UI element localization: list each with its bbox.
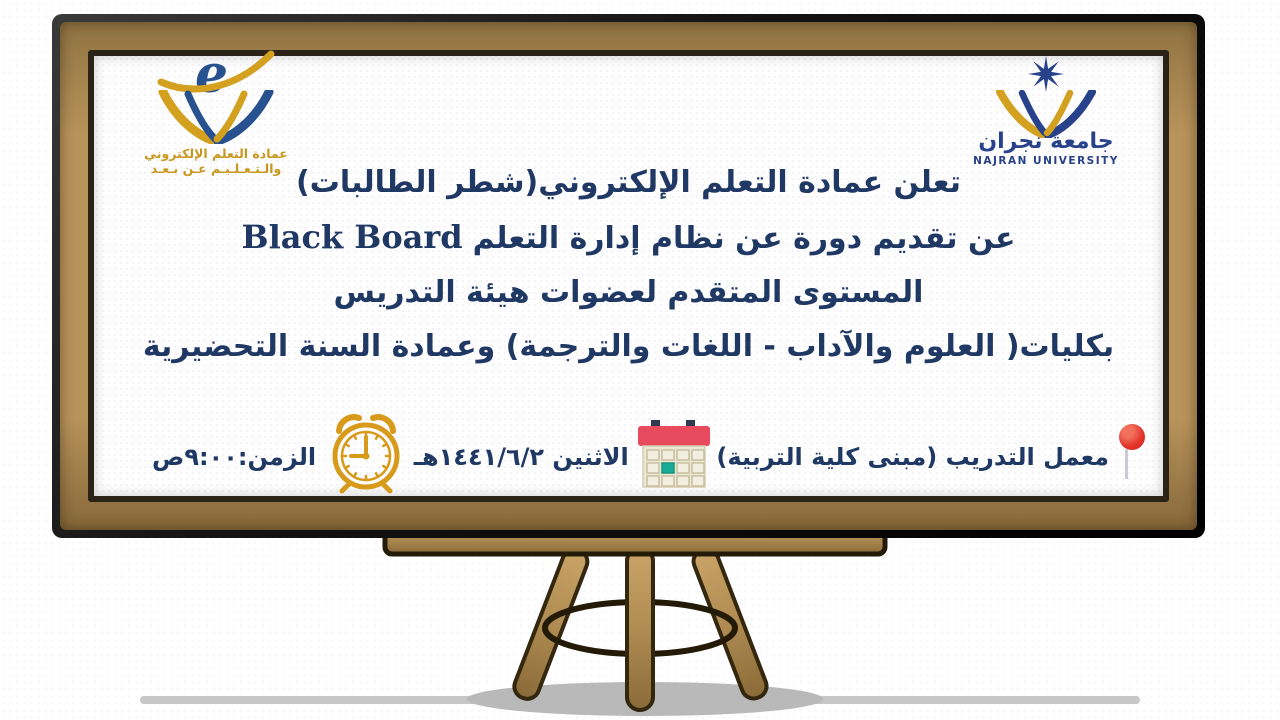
najran-logo-arabic-name: جامعة نجران xyxy=(978,129,1114,154)
pin-stem xyxy=(1125,449,1128,479)
location-item xyxy=(716,432,1147,482)
date-item xyxy=(414,426,711,488)
announcement-line-2-arabic: عن تقديم دورة عن نظام إدارة التعلم xyxy=(472,221,1016,256)
clock-icon xyxy=(324,410,408,494)
calendar-icon xyxy=(637,420,711,488)
date-label: الاثنين ١٤٤١/٦/٢هـ xyxy=(413,443,629,471)
whiteboard-surface xyxy=(88,50,1169,502)
whiteboard xyxy=(52,14,1205,538)
whiteboard-frame xyxy=(60,22,1197,530)
announcement-line-2 xyxy=(102,210,1155,266)
announcement-line-4: بكليات( العلوم والآداب - اللغات والترجمة) وعمادة السنة التحضيرية xyxy=(142,329,1115,364)
event-details-row xyxy=(152,418,1147,496)
time-label: الزمن:٩:٠٠ص xyxy=(152,443,317,471)
elearning-wings-icon xyxy=(155,90,277,144)
announcement-line-2-latin: Black Board xyxy=(241,218,463,256)
najran-logo-english-name: NAJRAN UNIVERSITY xyxy=(973,155,1119,167)
easel-leg-center xyxy=(627,548,653,710)
pin-icon xyxy=(1117,424,1147,482)
time-item xyxy=(152,420,408,494)
location-label: معمل التدريب (مبنى كلية التربية) xyxy=(716,443,1109,471)
elearning-logo-text-line2: والـتـعـلـيـم عـن بـعـد xyxy=(150,161,282,176)
svg-text:e: e xyxy=(195,48,229,100)
najran-university-logo xyxy=(971,56,1121,167)
easel-leg-left xyxy=(511,546,591,702)
announcement-line-1: تعلن عمادة التعلم الإلكتروني(شطر الطالبات) xyxy=(296,165,961,200)
calendar-marked-day xyxy=(662,463,674,473)
announcement-text xyxy=(102,156,1155,374)
najran-star-icon xyxy=(1026,56,1066,94)
elearning-logo-text-line1: عمادة التعلم الإلكتروني xyxy=(144,146,288,161)
announcement-line-3: المستوى المتقدم لعضوات هيئة التدريس xyxy=(333,275,924,310)
pin-head xyxy=(1119,424,1145,450)
